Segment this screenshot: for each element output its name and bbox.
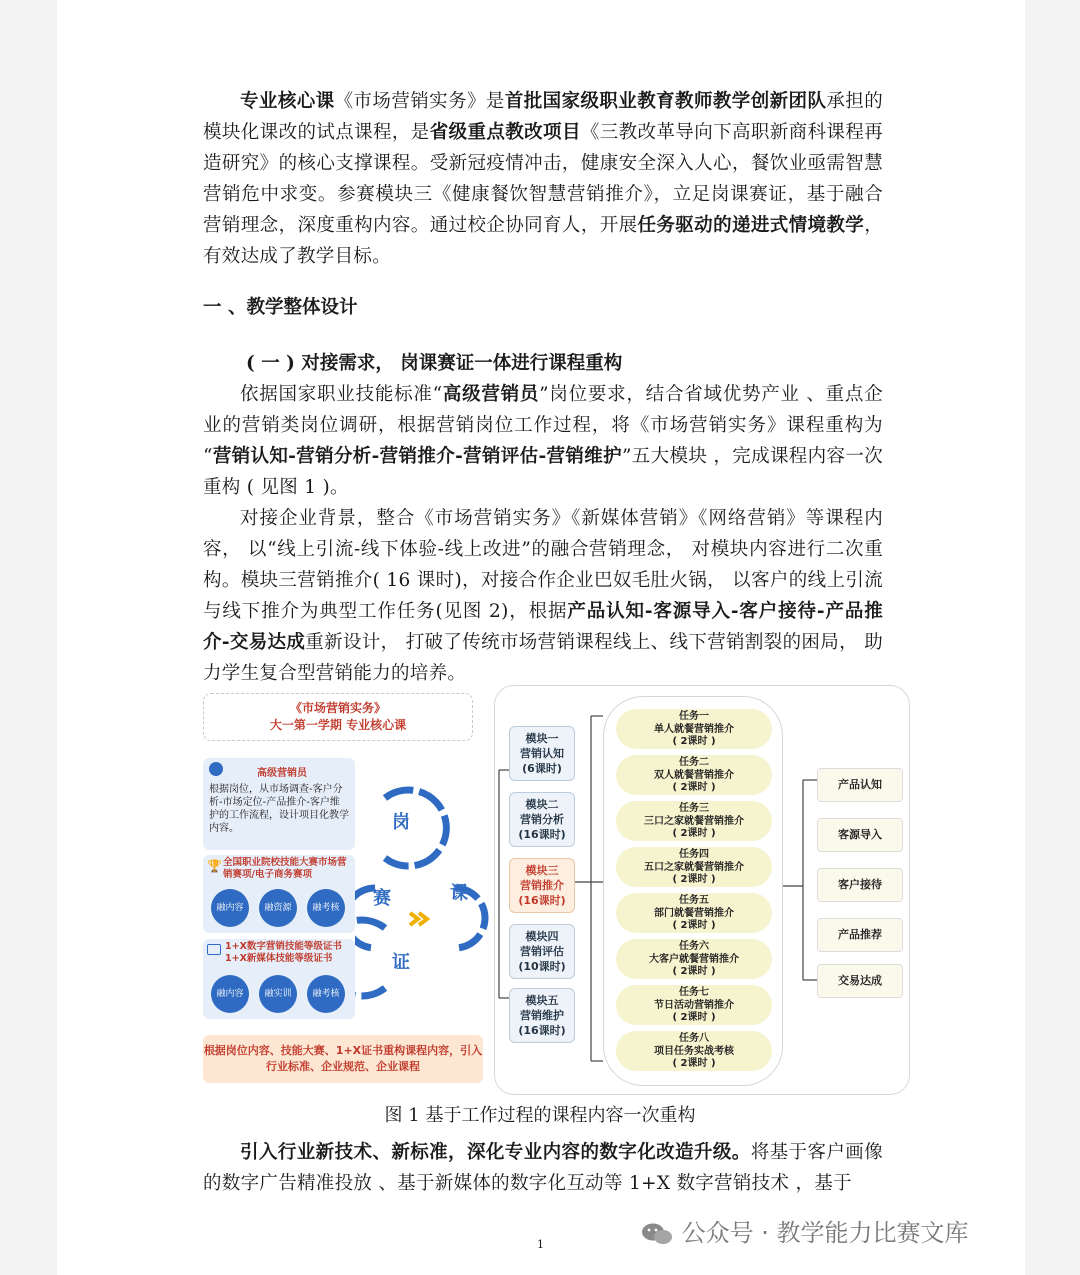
- bold-text-run: 首批国家级职业教育教师教学创新团队: [504, 91, 827, 112]
- circle-item: 融内容: [211, 975, 249, 1013]
- certificate-card-title: 1+X数字营销技能等级证书 1+X新媒体技能等级证书: [225, 941, 342, 964]
- competition-card-title: 全国职业院校技能大赛市场营销赛项/电子商务赛项: [223, 857, 347, 880]
- module-5: [509, 988, 575, 1043]
- figure-left-panel: [200, 683, 482, 1095]
- section-heading: 一 、教学整体设计: [203, 297, 358, 318]
- competition-card: [203, 855, 355, 933]
- text-run: ”五大模块 ，完成课程内容一次重构 ( 见图 1 )。: [203, 446, 883, 498]
- course-title: 《市场营销实务》: [289, 701, 386, 715]
- module-sub: 营销认知: [520, 747, 564, 760]
- text-run: ，有效达成了教学目标。: [203, 215, 884, 267]
- paragraph-1: [203, 86, 883, 272]
- paragraph-4: [203, 1137, 883, 1199]
- task-name: 任务六: [679, 941, 709, 952]
- circle-item: 融考核: [307, 889, 345, 927]
- task-desc: 五口之家就餐营销推介: [644, 861, 744, 873]
- course-subtitle: 大一第一学期 专业核心课: [269, 718, 407, 732]
- module-name: 模块五: [525, 994, 559, 1007]
- ring-label-certificate: 证: [392, 952, 410, 973]
- task-hours: ( 2课时 ): [672, 1058, 716, 1069]
- post-card-title: 高级营销员: [257, 768, 307, 779]
- bold-text-run: 引入行业新技术、新标准，深化专业内容的数字化改造升级。: [240, 1142, 751, 1163]
- module-sub: 营销推介: [520, 879, 564, 892]
- module-name: 模块三: [525, 864, 559, 877]
- text-run: 《市场营销实务》是: [334, 91, 505, 112]
- module-hours: (16课时): [518, 894, 566, 907]
- module-hours: (10课时): [518, 960, 566, 973]
- task-8: [616, 1031, 772, 1071]
- circle-item: 融实训: [259, 975, 297, 1013]
- circle-item: 融考核: [307, 975, 345, 1013]
- bold-text-run: 省级重点教改项目: [429, 122, 581, 143]
- task-5: [616, 893, 772, 933]
- course-title-card: [203, 693, 473, 741]
- module-1: [509, 726, 575, 781]
- bold-text-run: 专业核心课: [240, 91, 335, 112]
- trophy-icon: 🏆: [207, 859, 222, 873]
- task-name: 任务七: [679, 987, 709, 998]
- module-hours: (16课时): [518, 1024, 566, 1037]
- circle-item: 融内容: [211, 889, 249, 927]
- task-name: 任务二: [679, 757, 709, 768]
- task-hours: ( 2课时 ): [672, 782, 716, 793]
- outcome-2: 客源导入: [817, 818, 903, 852]
- task-hours: ( 2课时 ): [672, 966, 716, 977]
- subsection-heading: ( 一 ) 对接需求， 岗课赛证一体进行课程重构: [246, 353, 623, 374]
- module-hours: (6课时): [522, 762, 562, 775]
- task-name: 任务八: [679, 1033, 709, 1044]
- outcome-4: 产品推荐: [817, 918, 903, 952]
- module-4: [509, 924, 575, 979]
- paragraph-2: [203, 379, 883, 503]
- task-name: 任务三: [679, 803, 709, 814]
- bold-text-run: 产品认知-客源导入-客户接待-产品推介-交易达成: [203, 601, 884, 653]
- text-run: ”岗位要求，结合省域优势产业 、重点企业的营销类岗位调研，根据营销岗位工作过程，将《市场营销实务》课程重构为 “: [203, 384, 883, 467]
- outcome-1: 产品认知: [817, 768, 903, 802]
- text-run: 承担的模块化课改的试点课程，是: [203, 91, 883, 143]
- task-desc: 大客户就餐营销推介: [649, 953, 739, 965]
- outcome-3: 客户接待: [817, 868, 903, 902]
- task-hours: ( 2课时 ): [672, 828, 716, 839]
- module-name: 模块二: [525, 798, 559, 811]
- module-hours: (16课时): [518, 828, 566, 841]
- task-hours: ( 2课时 ): [672, 1012, 716, 1023]
- wechat-icon: [640, 1222, 674, 1246]
- paragraph-3: [203, 503, 883, 689]
- certificate-card: [203, 939, 355, 1019]
- task-1: [616, 709, 772, 749]
- page-number: 1: [537, 1238, 544, 1251]
- task-name: 任务五: [679, 895, 709, 906]
- text-run: 重新设计， 打破了传统市场营销课程线上、线下营销割裂的困局， 助力学生复合型营销能力的培养。: [203, 632, 883, 684]
- bold-text-run: 营销认知-营销分析-营销推介-营销评估-营销维护: [212, 446, 622, 467]
- text-run: 将基于客户画像的数字广告精准投放 、基于新媒体的数字化互动等 1+X 数字营销技术 ，基于: [203, 1142, 883, 1194]
- watermark-text: 公众号 · 教学能力比赛文库: [681, 1219, 969, 1247]
- text-run: 依据国家职业技能标准“: [240, 384, 443, 405]
- watermark: [640, 1213, 969, 1248]
- task-hours: ( 2课时 ): [672, 736, 716, 747]
- module-3: [509, 858, 575, 913]
- ring-label-competition: 赛: [373, 888, 391, 909]
- ring-label-course: 课: [450, 883, 468, 904]
- task-7: [616, 985, 772, 1025]
- task-hours: ( 2课时 ): [672, 874, 716, 885]
- ring-label-post: 岗: [392, 812, 410, 833]
- task-desc: 双人就餐营销推介: [654, 769, 734, 781]
- task-list: [603, 696, 783, 1086]
- text-run: 对接企业背景，整合《市场营销实务》《新媒体营销》《网络营销》等课程内容， 以“线上引流-线下体验-线上改进”的融合营销理念， 对模块内容进行二次重构。模块三营销推介( 16 课时)，对接合作企业巴奴毛肚火锅， 以客户的线上引流与线下推介为典型工作任务(见图 2)，根据: [203, 508, 883, 622]
- task-4: [616, 847, 772, 887]
- person-icon: [209, 762, 223, 776]
- task-name: 任务一: [679, 711, 709, 722]
- module-sub: 营销分析: [520, 813, 564, 826]
- module-name: 模块一: [525, 732, 559, 745]
- bold-text-run: 任务驱动的递进式情境教学: [637, 215, 865, 236]
- task-desc: 项目任务实战考核: [654, 1045, 734, 1057]
- task-hours: ( 2课时 ): [672, 920, 716, 931]
- module-name: 模块四: [525, 930, 559, 943]
- post-card: [203, 758, 355, 850]
- figure-right-panel: [494, 685, 910, 1095]
- summary-note: 根据岗位内容、技能大赛、1+X证书重构课程内容，引入行业标准、企业规范、企业课程: [203, 1035, 483, 1083]
- task-desc: 部门就餐营销推介: [654, 907, 734, 919]
- module-sub: 营销评估: [520, 945, 564, 958]
- task-name: 任务四: [679, 849, 709, 860]
- module-2: [509, 792, 575, 847]
- task-2: [616, 755, 772, 795]
- post-card-text: 根据岗位，从市场调查-客户分析-市场定位-产品推介-客户维护的工作流程，设计项目化教学内容。: [209, 784, 349, 834]
- task-3: [616, 801, 772, 841]
- figure-caption: 图 1 基于工作过程的课程内容一次重构: [384, 1105, 696, 1126]
- task-desc: 三口之家就餐营销推介: [644, 815, 744, 827]
- task-desc: 单人就餐营销推介: [654, 723, 734, 735]
- task-desc: 节日活动营销推介: [654, 999, 734, 1011]
- module-sub: 营销维护: [520, 1009, 564, 1022]
- bold-text-run: 高级营销员: [442, 384, 540, 405]
- figure-1: [200, 683, 910, 1095]
- circle-item: 融资源: [259, 889, 297, 927]
- task-6: [616, 939, 772, 979]
- text-run: 《三教改革导向下高职新商科课程再造研究》的核心支撑课程。受新冠疫情冲击，健康安全深入人心，餐饮业亟需智慧营销危中求变。参赛模块三《健康餐饮智慧营销推介》，立足岗课赛证，基于融合营销理念，深度重构内容。通过校企协同育人，开展: [203, 122, 884, 236]
- certificate-icon: [207, 944, 221, 955]
- outcome-5: 交易达成: [817, 964, 903, 998]
